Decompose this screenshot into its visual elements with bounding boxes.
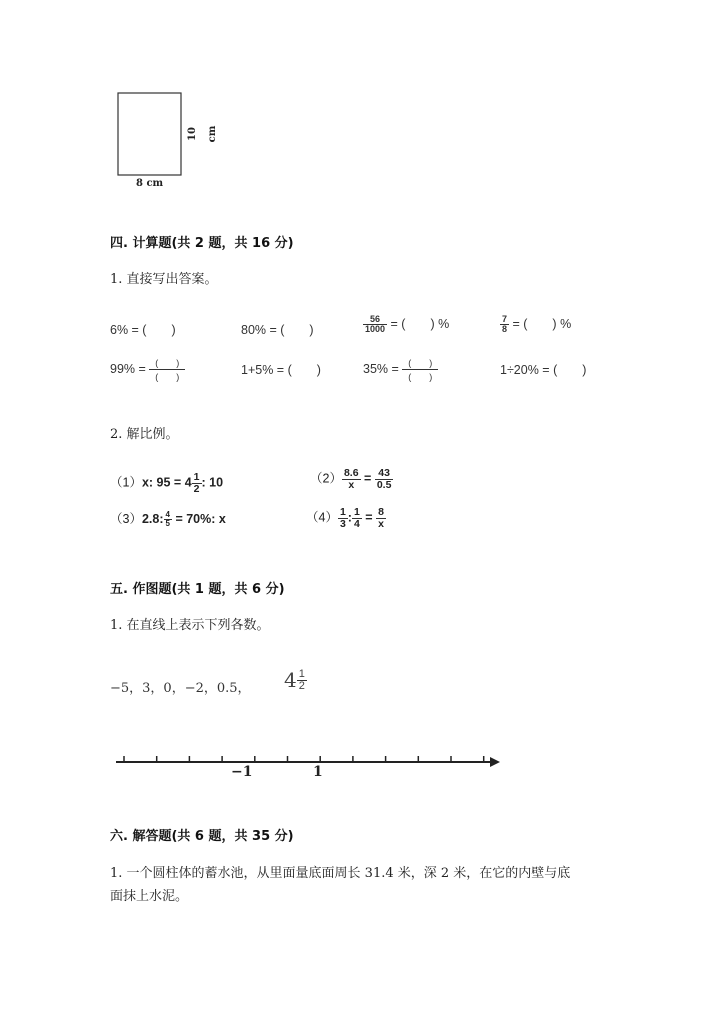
- fraction: $\frac{8.6}{x}$: [343, 467, 359, 491]
- fraction: $\frac{7}{8}$: [502, 314, 508, 335]
- proportion-1: （1）x: 95 = 4 $\frac{1}{2}$ : 10: [110, 471, 224, 495]
- fraction: $\frac{56}{1000}$: [365, 314, 386, 335]
- calc-item: 35% = ( ) ( ): [363, 356, 438, 383]
- problem-text-line: 1. 一个圆柱体的蓄水池，从里面量底面周长 31.4 米，深 2 米，在它的内壁与底: [110, 866, 571, 881]
- fraction: $\frac{43}{0.5}$: [376, 467, 392, 491]
- fraction: $\frac{1}{3}$: [339, 506, 346, 530]
- question-prompt: 2. 解比例。: [110, 427, 179, 442]
- calc-item: $\frac{56}{1000}$ = ( ) %: [365, 314, 450, 335]
- axis-arrow: [490, 757, 500, 767]
- section-title-calculation: 四. 计算题(共 2 题，共 16 分): [110, 236, 294, 251]
- calc-item: 1÷20% = ( ): [500, 363, 587, 377]
- numbers-list: −5，3，0，−2，0.5，: [110, 681, 251, 696]
- section-title-answer: 六. 解答题(共 6 题，共 35 分): [110, 829, 294, 844]
- calc-item: 99% = ( ) ( ): [110, 356, 185, 383]
- fraction-blank: ( ) ( ): [149, 356, 185, 383]
- fraction-blank: ( ) ( ): [402, 356, 438, 383]
- proportion-4: （4） $\frac{1}{3}$ : $\frac{1}{4}$ = $\frac{8}{x}$: [306, 506, 384, 530]
- axis-label-one: 1: [313, 764, 323, 780]
- number-line: [108, 748, 508, 788]
- fraction: $\frac{1}{2}$: [193, 471, 200, 495]
- question-prompt: 1. 在直线上表示下列各数。: [110, 618, 270, 633]
- calc-item: 80% = ( ): [241, 323, 314, 337]
- proportion-3: （3）2.8: $\frac{4}{5}$ = 70%: x: [110, 510, 226, 529]
- fraction: $\frac{1}{4}$: [353, 506, 360, 530]
- mixed-number: 4 $\frac{1}{2}$: [284, 667, 305, 692]
- fraction: $\frac{4}{5}$: [165, 510, 170, 529]
- rectangle-shape: [118, 93, 181, 175]
- calc-item: 6% = ( ): [110, 323, 176, 337]
- axis-label-neg-one: −1: [231, 764, 253, 780]
- calc-item: 1+5% = ( ): [241, 363, 321, 377]
- calc-item: $\frac{7}{8}$ = ( ) %: [502, 314, 572, 335]
- question-prompt: 1. 直接写出答案。: [110, 272, 218, 287]
- proportion-2: （2） $\frac{8.6}{x}$ = $\frac{43}{0.5}$: [310, 467, 392, 491]
- fraction: $\frac{1}{2}$: [298, 667, 305, 692]
- width-label: 8 cm: [136, 178, 164, 189]
- height-label: 10 cm: [187, 125, 218, 143]
- problem-text-line: 面抹上水泥。: [110, 889, 189, 904]
- fraction: $\frac{8}{x}$: [378, 506, 384, 530]
- section-title-drawing: 五. 作图题(共 1 题，共 6 分): [110, 582, 285, 597]
